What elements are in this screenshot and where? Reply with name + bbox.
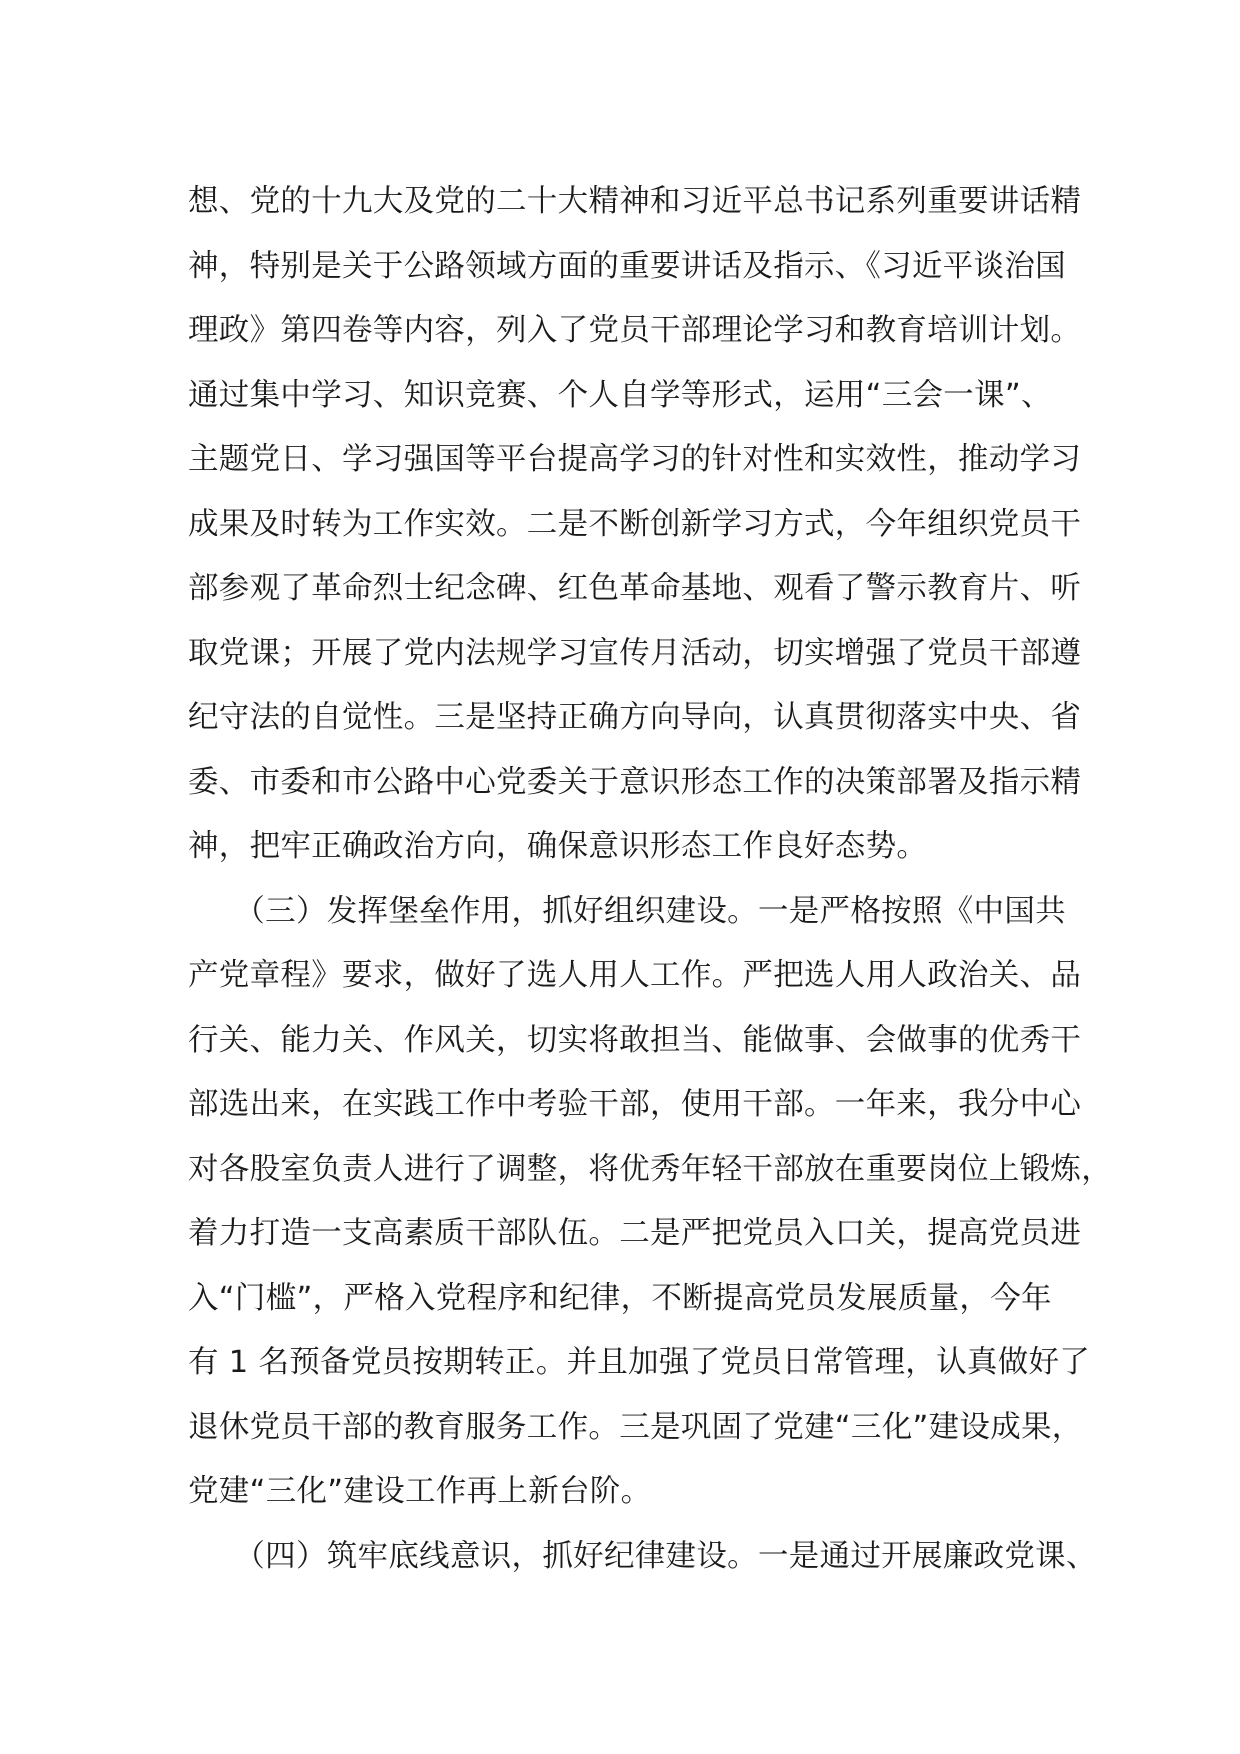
text-line: 退休党员干部的教育服务工作。三是巩固了党建“三化”建设成果， [188,1409,1083,1445]
text-line: 成果及时转为工作实效。二是不断创新学习方式，今年组织党员干 [188,506,1082,542]
section-heading-line: （四）筑牢底线意识，抓好纪律建设。一是通过开展廉政党课、 [188,1538,1097,1574]
text-line: 想、党的十九大及党的二十大精神和习近平总书记系列重要讲话精 [188,184,1082,219]
text-line: 对各股室负责人进行了调整，将优秀年轻干部放在重要岗位上锻炼， [188,1151,1112,1187]
text-line: 入“门槛”，严格入党程序和纪律，不断提高党员发展质量，今年 [188,1280,1052,1316]
text-line: 行关、能力关、作风关，切实将敢担当、能做事、会做事的优秀干 [188,1022,1082,1058]
text-line: 委、市委和市公路中心党委关于意识形态工作的决策部署及指示精 [188,764,1082,800]
text-line: 党建“三化”建设工作再上新台阶。 [188,1474,652,1509]
text-line: 着力打造一支高素质干部队伍。二是严把党员入口关，提高党员进 [188,1216,1082,1251]
text-line: 部选出来，在实践工作中考验干部，使用干部。一年来，我分中心 [188,1087,1082,1122]
text-line: 神，特别是关于公路领域方面的重要讲话及指示、《习近平谈治国 [188,248,1066,284]
text-line: 有 1 名预备党员按期转正。并且加强了党员日常管理，认真做好了 [188,1345,1091,1380]
section-heading-line: （三）发挥堡垒作用，抓好组织建设。一是严格按照《中国共 [188,893,1066,929]
text-line: 取党课；开展了党内法规学习宣传月活动，切实增强了党员干部遵 [188,635,1082,671]
text-line: 部参观了革命烈士纪念碑、红色革命基地、观看了警示教育片、听 [188,571,1082,606]
text-line: 纪守法的自觉性。三是坚持正确方向导向，认真贯彻落实中央、省 [188,700,1082,735]
text-line: 通过集中学习、知识竞赛、个人自学等形式，运用“三会一课”、 [188,377,1052,413]
document-body [188,170,1112,1589]
text-line: 产党章程》要求，做好了选人用人工作。严把选人用人政治关、品 [188,958,1082,993]
text-line: 主题党日、学习强国等平台提高学习的针对性和实效性，推动学习 [188,442,1082,477]
text-line: 理政》第四卷等内容，列入了党员干部理论学习和教育培训计划。 [188,313,1082,348]
text-line: 神，把牢正确政治方向，确保意识形态工作良好态势。 [188,829,928,864]
